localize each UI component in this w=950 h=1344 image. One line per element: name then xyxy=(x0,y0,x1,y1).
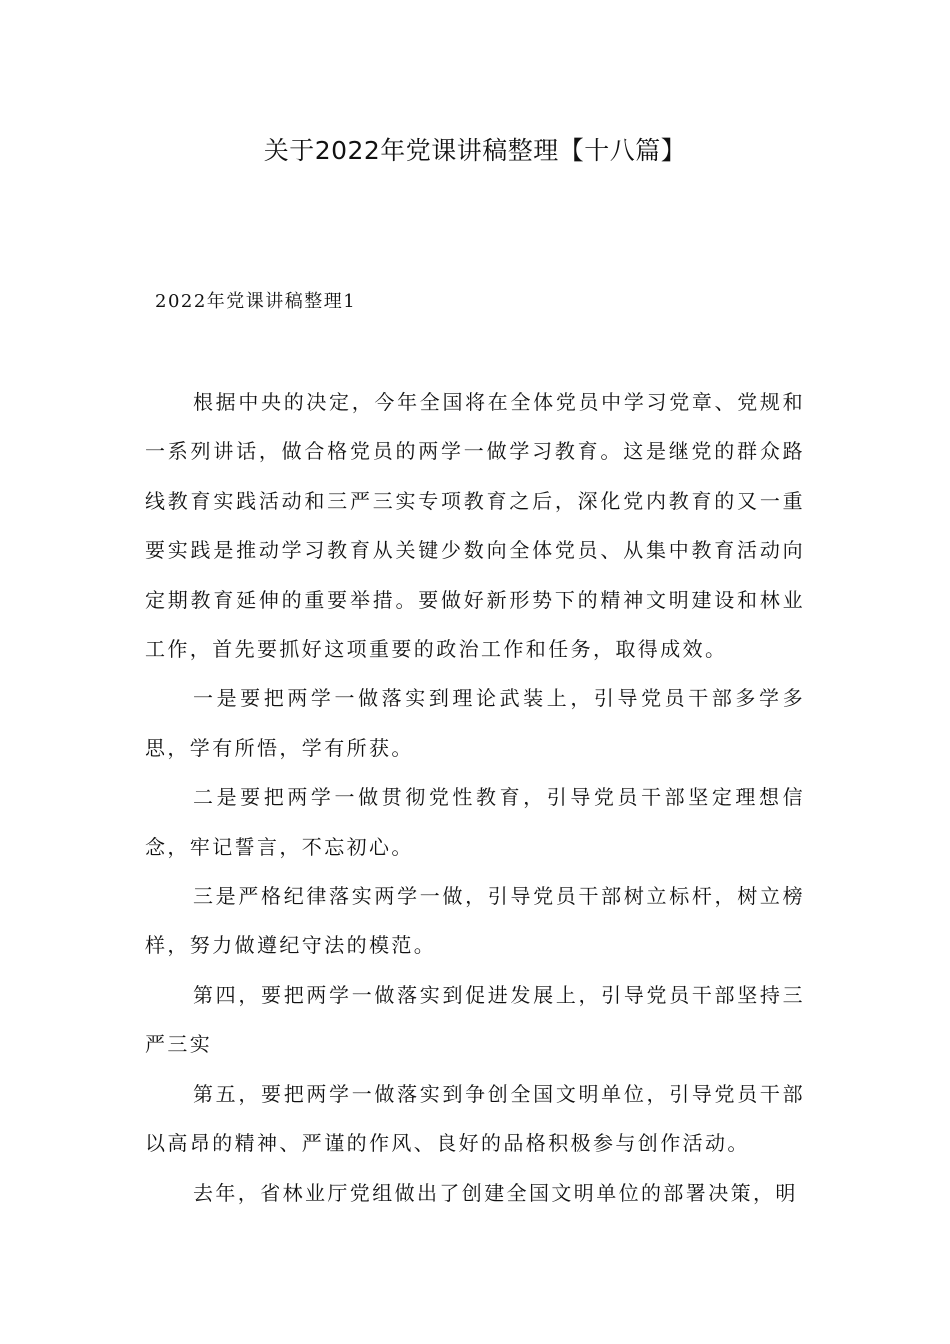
section-heading: 2022年党课讲稿整理1 xyxy=(155,291,357,312)
paragraph-intro: 根据中央的决定，今年全国将在全体党员中学习党章、党规和一系列讲话，做合格党员的两学一做学习教育。这是继党的群众路线教育实践活动和三严三实专项教育之后，深化党内教育的又一重要实践是推动学习教育从关键少数向全体党员、从集中教育活动向定期教育延伸的重要举措。要做好新形势下的精神文明建设和林业工作，首先要抓好这项重要的政治工作和任务，取得成效。 xyxy=(145,390,805,662)
document-title: 关于2022年党课讲稿整理【十八篇】 xyxy=(263,136,687,165)
paragraph-point-1: 一是要把两学一做落实到理论武装上，引导党员干部多学多思，学有所悟，学有所获。 xyxy=(145,686,805,760)
paragraph-point-3: 三是严格纪律落实两学一做，引导党员干部树立标杆，树立榜样，努力做遵纪守法的模范。 xyxy=(145,884,805,958)
paragraph-point-5: 第五，要把两学一做落实到争创全国文明单位，引导党员干部以高昂的精神、严谨的作风、良好的品格积极参与创作活动。 xyxy=(145,1081,805,1156)
paragraph-point-4: 第四，要把两学一做落实到促进发展上，引导党员干部坚持三严三实 xyxy=(145,982,805,1057)
paragraph-point-2: 二是要把两学一做贯彻党性教育，引导党员干部坚定理想信念，牢记誓言，不忘初心。 xyxy=(145,785,805,859)
paragraph-last-year: 去年，省林业厅党组做出了创建全国文明单位的部署决策，明 xyxy=(193,1180,798,1205)
document-body xyxy=(145,378,805,1218)
